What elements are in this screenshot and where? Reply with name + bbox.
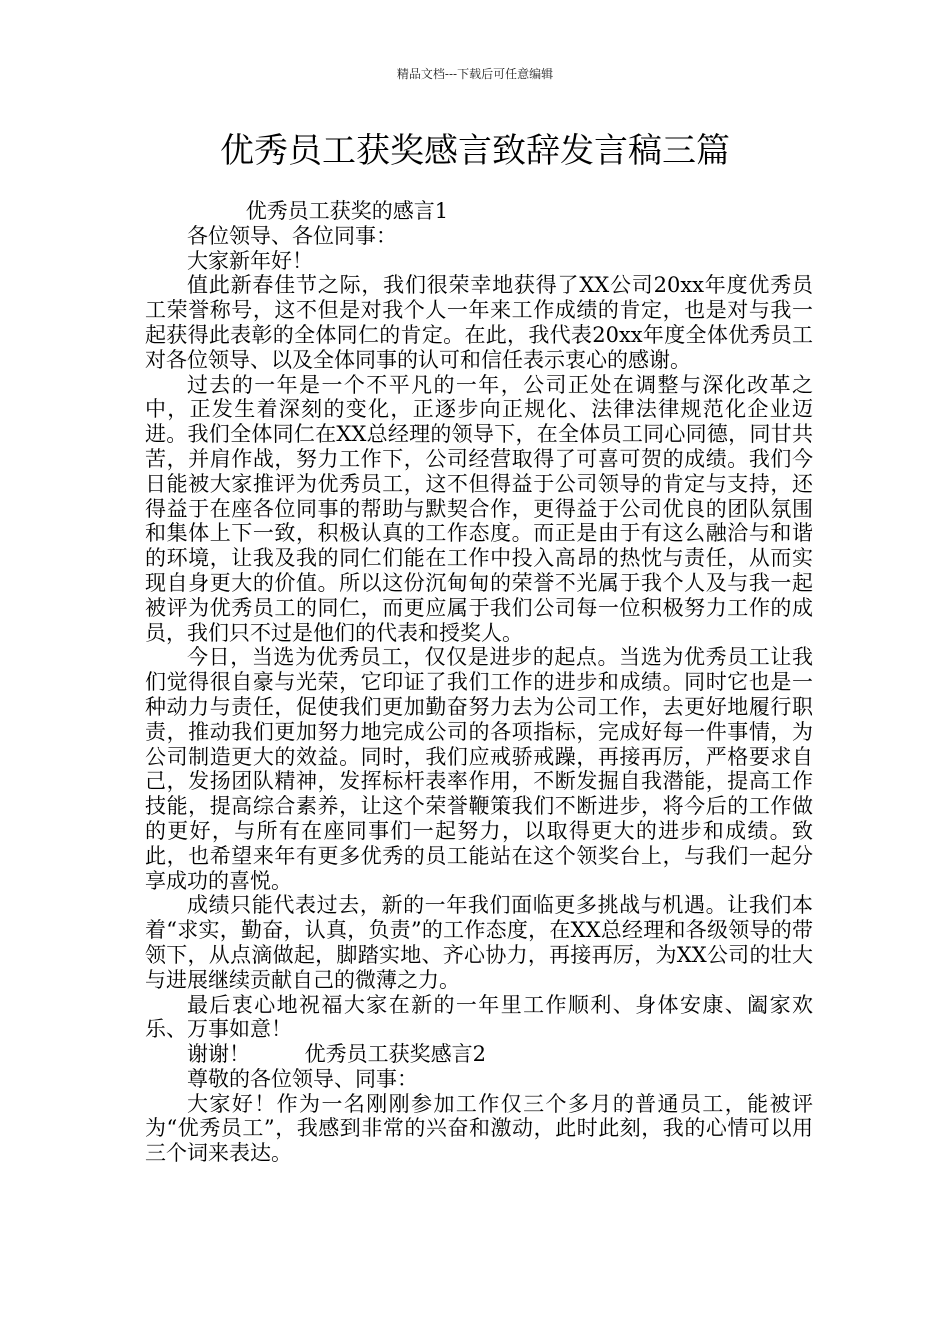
- body-paragraph: 今日，当选为优秀员工，仅仅是进步的起点。当选为优秀员工让我们觉得很自豪与光荣，它印证了我们工作的进步和成绩。同时它也是一种动力与责任，促使我们更加勤奋努力去为公司工作，去更好地履行职责，推动我们更加努力地完成公司的各项指标，完成好每一件事情，为公司制造更大的效益。同时，我们应戒骄戒躁，再接再厉，严格要求自己，发扬团队精神，发挥标杆表率作用，不断发掘自我潜能，提高工作技能，提高综合素养，让这个荣誉鞭策我们不断进步，将今后的工作做的更好，与所有在座同事们一起努力，以取得更大的进步和成绩。致此，也希望来年有更多优秀的员工能站在这个领奖台上，与我们一起分享成功的喜悦。: [145, 645, 813, 893]
- body-paragraph: 值此新春佳节之际，我们很荣幸地获得了XX公司20xx年度优秀员工荣誉称号，这不但是对我个人一年来工作成绩的肯定，也是对与我一起获得此表彰的全体同仁的肯定。在此，我代表20xx年度全体优秀员工对各位领导、以及全体同事的认可和信任表示衷心的感谢。: [145, 273, 813, 372]
- header-note: 精品文档---下载后可任意编辑: [396, 67, 554, 81]
- closing-line: [145, 1042, 813, 1067]
- page-title: 优秀员工获奖感言致辞发言稿三篇: [220, 131, 730, 171]
- body-paragraph: 过去的一年是一个不平凡的一年，公司正处在调整与深化改革之中，正发生着深刻的变化，正逐步向正规化、法律法律规范化企业迈进。我们全体同仁在XX总经理的领导下，在全体员工同心同德，同甘共苦，并肩作战，努力工作下，公司经营取得了可喜可贺的成绩。我们今日能被大家推评为优秀员工，这不但得益于公司领导的肯定与支持，还得益于在座各位同事的帮助与默契合作，更得益于公司优良的团队氛围和集体上下一致，积极认真的工作态度。而正是由于有这么融洽与和谐的环境，让我及我的同仁们能在工作中投入高昂的热忱与责任，从而实现自身更大的价值。所以这份沉甸甸的荣誉不光属于我个人及与我一起被评为优秀员工的同仁，而更应属于我们公司每一位积极努力工作的成员，我们只不过是他们的代表和授奖人。: [145, 372, 813, 645]
- section-heading-1: 优秀员工获奖的感言1: [245, 199, 449, 223]
- section-heading-2: 优秀员工获奖感言2: [304, 1042, 486, 1067]
- document-body: [145, 199, 813, 1166]
- greeting: 大家新年好！: [187, 248, 313, 273]
- salutation: 尊敬的各位领导、同事：: [187, 1066, 418, 1091]
- body-paragraph: 成绩只能代表过去，新的一年我们面临更多挑战与机遇。让我们本着“求实，勤奋，认真，负责”的工作态度，在XX总经理和各级领导的带领下，从点滴做起，脚踏实地、齐心协力，再接再厉，为XX公司的壮大与进展继续贡献自己的微薄之力。: [145, 893, 813, 992]
- salutation: 各位领导、各位同事：: [187, 223, 397, 248]
- body-paragraph: 大家好！作为一名刚刚参加工作仅三个多月的普通员工，能被评为“优秀员工”，我感到非常的兴奋和激动，此时此刻，我的心情可以用三个词来表达。: [145, 1091, 813, 1166]
- thanks-text: 谢谢！: [187, 1042, 250, 1067]
- body-paragraph: 最后衷心地祝福大家在新的一年里工作顺利、身体安康、阖家欢乐、万事如意！: [145, 992, 813, 1042]
